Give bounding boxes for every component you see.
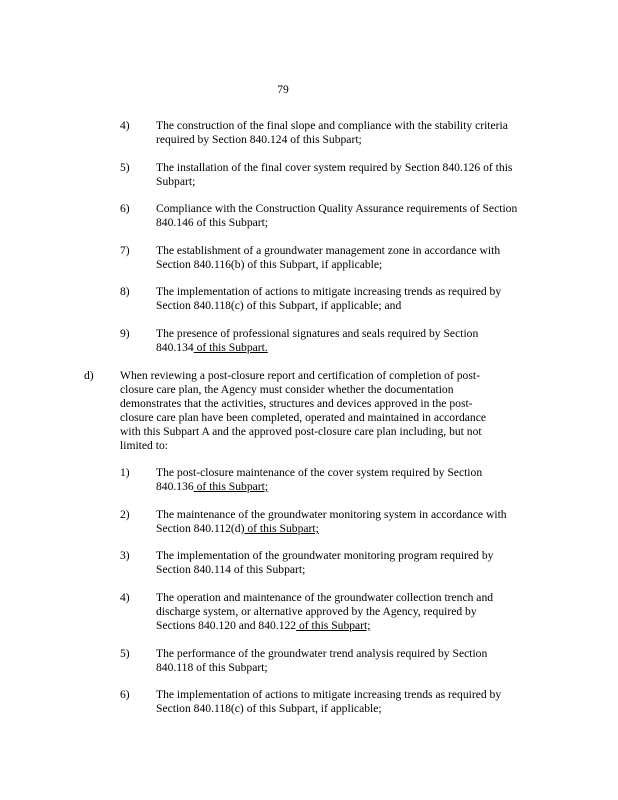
page-number: 79 (277, 83, 289, 96)
item-number: 5) (120, 647, 130, 660)
item-text: Compliance with the Construction Quality Assurance requirements of Section 840.146 of this Subpart; (156, 202, 518, 229)
item-text: The implementation of the groundwater monitoring program required by Section 840.114 of this Subpart; (156, 549, 494, 576)
item-text: The maintenance of the groundwater monitoring system in accordance with Section 840.112(d) of this Subpart; (156, 508, 507, 535)
item-number: 8) (120, 285, 130, 298)
item-number: 2) (120, 508, 130, 521)
item-text: The post-closure maintenance of the cover system required by Section 840.136 of this Subpart; (156, 466, 483, 493)
item-text: The implementation of actions to mitigate increasing trends as required by Section 840.118(c) of this Subpart, if applicable; and (156, 285, 502, 312)
item-text: The performance of the groundwater trend analysis required by Section 840.118 of this Subpart; (156, 647, 488, 674)
item-number: 4) (120, 591, 130, 604)
item-number: 7) (120, 244, 130, 257)
item-number: 9) (120, 327, 130, 340)
item-text: The construction of the final slope and compliance with the stability criteria required by Section 840.124 of this Subpart; (156, 119, 508, 146)
item-text: The operation and maintenance of the groundwater collection trench and discharge system, or alternative approved by the Agency, required by Sections 840.120 and 840.122 of this Subpart; (156, 591, 494, 632)
item-text: The presence of professional signatures and seals required by Section 840.134 of this Subpart. (156, 327, 479, 354)
item-text: The implementation of actions to mitigate increasing trends as required by Section 840.118(c) of this Subpart, if applicable; (156, 688, 502, 715)
item-number: 6) (120, 202, 130, 215)
item-number: 4) (120, 119, 130, 132)
item-text: The establishment of a groundwater management zone in accordance with Section 840.116(b) of this Subpart, if applicable; (156, 244, 501, 271)
item-number: 5) (120, 161, 130, 174)
paragraph-label: d) (84, 369, 94, 382)
item-number: 6) (120, 688, 130, 701)
item-number: 3) (120, 549, 130, 562)
item-text: The installation of the final cover system required by Section 840.126 of this Subpart; (156, 161, 513, 188)
paragraph-text: When reviewing a post-closure report and certification of completion of post-closure care plan, the Agency must consider whether the documentation demonstrates that the activities, structures and devices approved in the post-closure care plan have been completed, operated and maintained in accordance with this Subpart A and the approved post-closure care plan including, but not limited to: (120, 369, 486, 452)
item-number: 1) (120, 466, 130, 479)
